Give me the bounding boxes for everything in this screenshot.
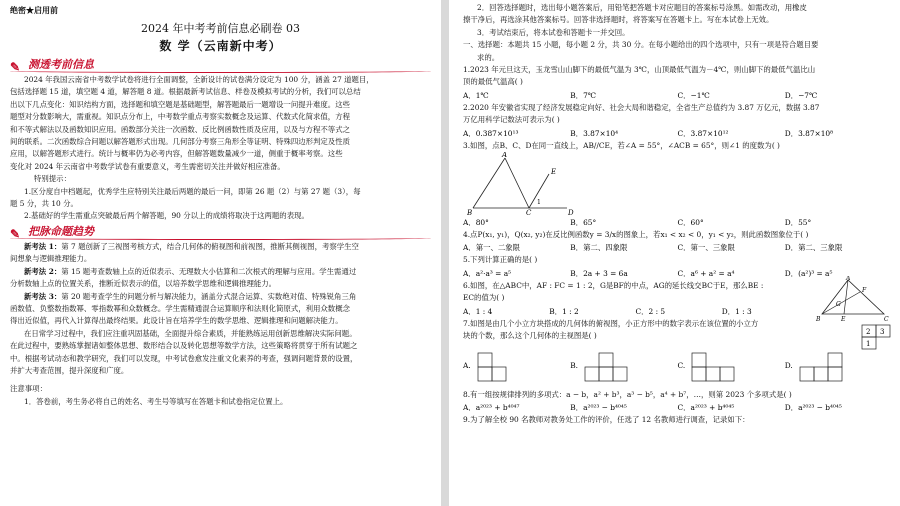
question-5-stem: 5.下列计算正确的是( ) <box>463 255 538 265</box>
option: A．a²⁰²³ + b⁴⁰⁴⁷ <box>463 402 520 412</box>
grid-number: 2 <box>866 327 871 336</box>
question-6-block <box>463 275 892 322</box>
question-4-stem: 4.点P(x₁, y₁)，Q(x₂, y₂)在反比例函数y = 3/x的图象上，若x₁ < x₂ < 0，y₁ < y₂，则此函数图象位于( ) <box>463 230 809 240</box>
option: D．第二、三象限 <box>784 243 843 253</box>
option: C．第一、三象限 <box>677 243 735 253</box>
fig-label: B <box>816 315 821 322</box>
front-view-option-c <box>691 350 751 382</box>
option: D. <box>785 350 892 382</box>
option: A．80° <box>463 218 489 228</box>
option: A．0.387×10¹³ <box>463 128 519 138</box>
option: B．7℃ <box>570 90 597 100</box>
question-8-options <box>463 401 892 414</box>
front-view-option-d <box>799 350 859 382</box>
brush-icon: ✎ <box>10 226 21 241</box>
paragraph-line: 出以下几点变化：知识结构方面，选择题和填空题是基础题型，解答题最后一题增设一问提升难度。这些 <box>10 99 350 109</box>
grid-number: 1 <box>866 339 871 348</box>
question-3-stem: 3.如图，点B、C、D在同一直线上，AB//CE，若∠A = 55°，∠ACB = 65°，则∠1 的度数为( ) <box>463 140 780 150</box>
tip-line: 题 5 分，共 10 分。 <box>10 199 78 209</box>
option: D．1 : 3 <box>721 306 752 316</box>
kaodian-line: 分析数轴上点的位置关系，推断近似表示的值，以培养数学思维和逻辑推理能力。 <box>10 279 277 289</box>
question-8-stem: 8.有一组按规律排列的多项式：a − b，a² + b³，a³ − b⁵，a⁴ + b⁷，…，则第 2023 个多项式是( ) <box>463 389 792 399</box>
question-6-figure <box>814 276 890 322</box>
exam-page-right <box>449 0 900 506</box>
question-3-options <box>463 216 892 229</box>
question-4-options <box>463 241 892 254</box>
paragraph-line: 题型对分数影响大，需重视。知识点分布上，中考数学重点考察实数概念及运算、代数式化简求值，方程 <box>10 112 350 122</box>
tip-line: 2.基础好的学生需重点突破最后两个解答题，90 分以上的成绩将取决于这两题的表现。 <box>24 211 309 221</box>
option: A．1℃ <box>463 90 489 100</box>
kaodian-line: 间想象与逻辑推理能力。 <box>10 254 92 264</box>
question-6-stem: EC的值为( ) <box>463 293 505 303</box>
question-9-stem: 9.为了解全校 90 名教师对教务处工作的评价，任选了 12 名教师进行调查，记录如下： <box>463 414 750 424</box>
option: D．(a²)³ = a⁵ <box>784 268 833 278</box>
section-heading-trends: ✎ 把脉命题趋势 <box>10 223 431 241</box>
question-7-block <box>463 315 892 348</box>
section-intro: 一、选择题：本题共 15 小题，每小题 2 分，共 30 分。在每小题给出的四个选项中，只有一项是符合题目要 <box>463 40 819 50</box>
option: B. <box>570 350 677 382</box>
question-7-top-view-grid <box>861 324 895 354</box>
option: B．第二、四象限 <box>570 243 628 253</box>
paragraph-line: 应用，以解答题形式进行。统计与概率仍为必考内容，但解答题数量减少一道，侧重于概率考察。这些 <box>10 149 343 159</box>
exam-page-left <box>0 0 441 506</box>
option: C．a²⁰²³ + b⁴⁰⁴⁵ <box>677 402 735 412</box>
paragraph-line: 2024 年我国云南省中考数学试卷将进行全面调整，全新设计的试卷满分设定为 100 分，涵盖 27 道题目， <box>24 75 374 84</box>
option: C．3.87×10¹² <box>677 128 729 138</box>
question-6-options <box>463 305 808 318</box>
kaodian-line: 新考法 3：第 20 题考查学生的问题分析与解决能力，涵盖分式混合运算、实数绝对值、特殊锐角三角 <box>24 291 357 301</box>
option: B．65° <box>570 218 597 228</box>
paragraph-line: 并扩大考查范围，提升深度和广度。 <box>10 365 129 375</box>
option: A．1 : 4 <box>463 306 493 316</box>
option: D．−7℃ <box>784 90 818 100</box>
option: B．a²⁰²³ − b⁴⁰⁴⁵ <box>570 402 627 412</box>
question-2-stem: 万亿用科学记数法可表示为( ) <box>463 115 560 125</box>
paragraph-line: 和不等式解法以及函数知识应用。函数部分关注一次函数、反比例函数性质及应用，以及与方程不等式之 <box>10 124 350 134</box>
fig-label: A <box>502 152 508 160</box>
fig-label: 1 <box>537 199 541 207</box>
section-intro: 求的。 <box>477 52 500 62</box>
fig-label: C <box>526 209 532 217</box>
option: B．2a + 3 = 6a <box>570 268 628 278</box>
tip-line: 1.区分度自中档题起，优秀学生应特别关注最后两题的最后一问，即第 26 题（2）与第 27 题（3），每 <box>24 186 361 196</box>
fig-label: E <box>841 315 846 322</box>
paragraph-line: 间的联系。二次函数综合问题以解答题形式出现。几何部分考察三角形全等证明、特殊四边形判定及性质 <box>10 137 350 147</box>
note-line: 3．考试结束后，将本试卷和答题卡一并交回。 <box>477 27 630 37</box>
exam-subtitle: 数 学（云南新中考） <box>159 39 282 53</box>
question-7-options <box>463 343 892 389</box>
option: A. <box>463 350 570 382</box>
option: D．a²⁰²³ − b⁴⁰⁴⁵ <box>784 402 842 412</box>
front-view-option-b <box>584 350 644 382</box>
question-1-stem: 1.2023 年元旦这天，玉龙雪山山脚下的最低气温为 3℃，山顶最低气温为－4℃，则山脚下的最低气温比山 <box>463 65 816 75</box>
option: C．a⁶ + a² = a⁴ <box>677 268 735 278</box>
option: C. <box>678 350 785 382</box>
front-view-option-a <box>477 350 521 382</box>
paragraph-line: 包括选择题 15 道，填空题 4 道，解答题 8 道。根据最新考试信息、样卷及模拟考试的分析，我们可以总结 <box>10 87 361 97</box>
kaodian-line: 新考法 1：第 7 题创新了三视图考核方式，结合几何体的俯视图和前视图，推断其侧视图，考察学生空 <box>24 241 359 251</box>
question-3-figure-area <box>463 152 892 216</box>
question-1-options <box>463 89 892 102</box>
fig-label: E <box>551 168 557 177</box>
option: B．3.87×10⁴ <box>570 128 619 138</box>
special-tips-label: 特别提示： <box>34 174 71 184</box>
option: A．第一、二象限 <box>463 243 521 253</box>
option: C．60° <box>677 218 704 228</box>
section-heading-exam-info: ✎ 测透考前信息 <box>10 56 431 74</box>
question-2-options <box>463 127 892 140</box>
option: C．−1℃ <box>677 90 710 100</box>
note-line: 擦干净后，再选涂其他答案标号。回答非选择题时，将答案写在答题卡上。写在本试卷上无效。 <box>463 15 774 25</box>
option: D．55° <box>784 218 812 228</box>
fig-label: G <box>836 300 841 308</box>
fig-label: B <box>467 209 473 217</box>
question-7-stem: 7.如图是由几个小立方块搭成的几何体的俯视图，小正方形中的数字表示在该位置的小立方 <box>463 318 759 328</box>
fig-label: C <box>884 315 889 322</box>
red-swoosh-decoration <box>10 69 431 73</box>
option: D．3.87×10⁸ <box>784 128 834 138</box>
fig-label: F <box>862 286 867 294</box>
fig-label: D <box>568 209 574 217</box>
exam-title: 2024 年中考考前信息必刷卷 03 <box>141 22 300 35</box>
red-swoosh-decoration <box>10 236 431 240</box>
paragraph-line: 在此过程中，要熟练掌握诸如整体思想、数形结合以及转化思想等数学方法，这些策略将贯穿于所有试题之 <box>10 341 358 351</box>
secret-mark: 绝密★启用前 <box>10 5 58 15</box>
notes-label: 注意事项： <box>10 384 47 394</box>
kaodian-line: 得出近似值，再代入计算得出最终结果。此设计旨在培养学生的数学思维、逻辑推理和问题解决能力。 <box>10 316 343 326</box>
option: B．1 : 2 <box>549 306 579 316</box>
kaodian-line: 函数值、负整数指数幂、零指数幂和众数概念。学生需精通混合运算顺序和法则化简原式，利用众数概念 <box>10 303 350 313</box>
question-7-stem: 块的个数，那么这个几何体的主视图是( ) <box>463 331 597 341</box>
brush-icon: ✎ <box>10 60 21 74</box>
note-line: 2．回答选择题时，选出每小题答案后，用铅笔把答题卡对应题目的答案标号涂黑。如需改动，用橡皮 <box>477 3 807 12</box>
option: A．a²·a³ = a⁵ <box>463 268 512 278</box>
paragraph-line: 中。根据考试动态和教学研究，我们可以发现，中考试卷愈发注重文化素养的考查，强调问题背景的设置， <box>10 353 358 363</box>
question-1-stem: 顶的最低气温高( ) <box>463 77 523 87</box>
question-3-figure <box>467 152 577 216</box>
paragraph-line: 在日常学习过程中，我们应注重巩固基础，全面提升综合素质，并能熟练运用创新思维解决实际问题。 <box>24 328 357 338</box>
note-line: 1．答卷前，考生务必将自己的姓名、考生号等填写在答题卡和试卷指定位置上。 <box>24 396 288 406</box>
kaodian-line: 新考法 2：第 15 题考查数轴上点的近似表示、无理数大小估算和二次根式的理解与应用。学生需通过 <box>24 266 357 276</box>
question-2-stem: 2.2020 年安徽省实现了经济发展稳定向好、社会大局和谐稳定，全省生产总值约为 3.87 万亿元，数据 3.87 <box>463 102 820 112</box>
option: C．2 : 5 <box>635 306 666 316</box>
fig-label: A <box>846 275 851 282</box>
paragraph-line: 变化对 2024 年云南省中考数学试卷有重要意义，考生需密切关注并做好相应准备。 <box>10 161 285 171</box>
grid-number: 3 <box>880 327 885 336</box>
question-6-stem: 6.如图，在△ABC中，AF : FC = 1 : 2，G是BF的中点，AG的延长线交BC于E，那么BE : <box>463 280 764 290</box>
